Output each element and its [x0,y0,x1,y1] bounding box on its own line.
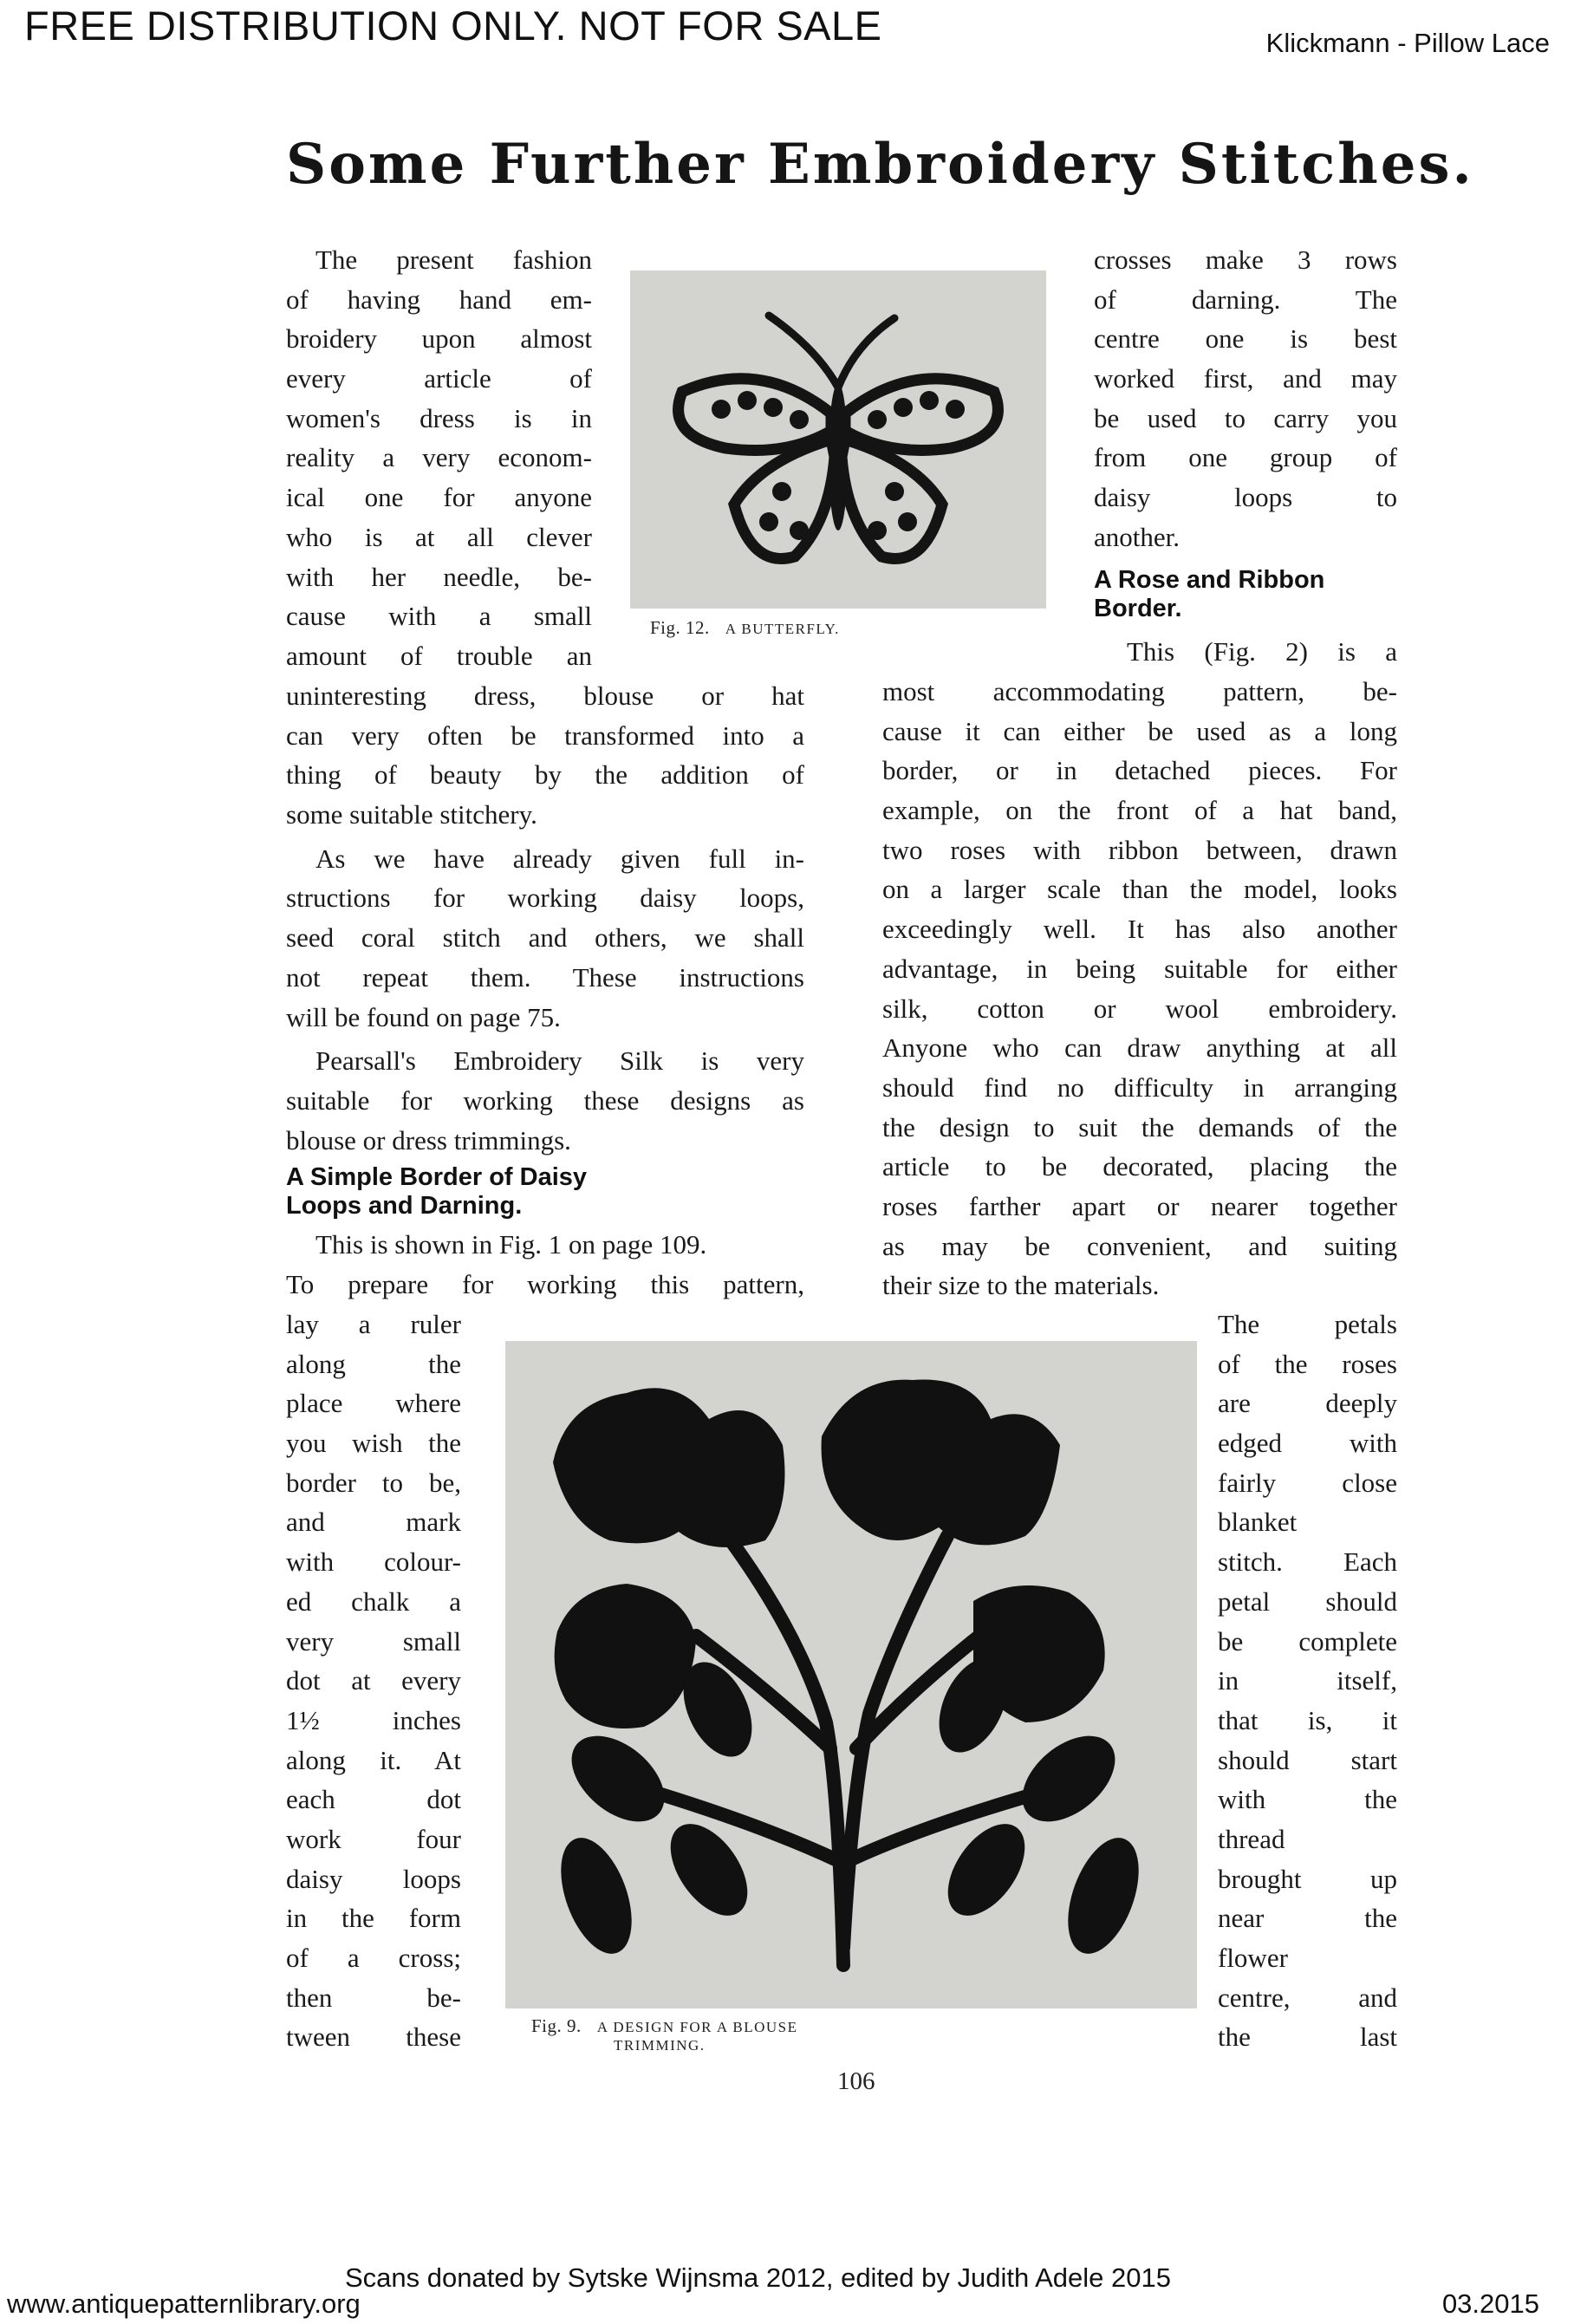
text-line: of a cross; [286,1943,461,1973]
text-line: another. [1094,521,1180,552]
figure-9-number: Fig. 9. [531,2015,582,2036]
text-line: daisy loops to [1094,482,1397,513]
text-line: ed chalk a [286,1585,461,1617]
text-line: cause it can either be used as a long [882,715,1397,746]
text-line: along the [286,1348,461,1379]
text-line: some suitable stitchery. [286,799,537,830]
text-line: The petals [1218,1309,1397,1339]
text-line: reality a very econom- [286,442,592,473]
heading-line: A Rose and Ribbon [1094,566,1325,594]
text-line: example, on the front of a hat band, [882,795,1397,826]
text-line: thing of beauty by the addition of [286,759,804,791]
right-main-text [882,672,1397,1305]
text-line: seed coral stitch and others, we shall [286,922,804,954]
page-number: 106 [837,2067,875,2095]
text-line: most accommodating pattern, be- [882,676,1397,706]
text-line: with the [1218,1784,1397,1815]
text-line: in the form [286,1903,461,1934]
text-line: silk, cotton or wool embroidery. [882,993,1397,1024]
text-line: the design to suit the demands of the [882,1111,1397,1142]
text-line: roses farther apart or nearer together [882,1190,1397,1221]
text-line: border, or in detached pieces. For [882,755,1397,786]
text-line: fairly close [1218,1467,1397,1498]
butterfly-figure [630,270,1046,609]
header-notice: FREE DISTRIBUTION ONLY. NOT FOR SALE [24,3,882,49]
figure-12-title: A BUTTERFLY. [725,621,840,637]
left-top-text [286,240,592,676]
footer-date: 03.2015 [1441,2288,1539,2319]
text-line: tween these [286,2021,461,2053]
heading-line: Border. [1094,595,1182,622]
text-line: centre one is best [1094,323,1397,355]
text-line: two roses with ribbon between, drawn [882,834,1397,865]
left-narrow-text [286,1305,461,2057]
right-top-text [1094,240,1397,557]
butterfly-illustration [630,270,1046,609]
text-line: 1½ inches [286,1704,461,1735]
text-line: petal should [1218,1585,1397,1617]
text-line: Anyone who can draw anything at all [882,1032,1397,1064]
footer-credit: Scans donated by Sytske Wijnsma 2012, edited by Judith Adele 2015 [345,2262,1171,2293]
text-line: blanket [1218,1507,1298,1538]
text-line: of darning. The [1094,283,1397,315]
text-line: every article of [286,363,592,394]
text-line: amount of trouble an [286,640,592,671]
text-line: of having hand em- [286,283,592,315]
text-line: border to be, [286,1467,461,1498]
text-line: should find no difficulty in arranging [882,1071,1397,1103]
text-line: women's dress is in [286,402,592,433]
text-line: in itself, [1218,1665,1397,1696]
section-heading-daisy-border [286,1163,587,1221]
text-line: To prepare for working this pattern, [286,1268,804,1299]
text-line: ical one for anyone [286,482,592,513]
text-line: should start [1218,1744,1397,1775]
text-line: work four [286,1823,461,1854]
blouse-trimming-illustration [505,1341,1197,2008]
text-line: uninteresting dress, blouse or hat [286,680,804,711]
text-line: and mark [286,1507,461,1538]
text-line: who is at all clever [286,521,592,552]
text-line: dot at every [286,1665,461,1696]
page-title: Some Further Embroidery Stitches. [286,132,1474,197]
text-line: very small [286,1625,461,1657]
heading-line: A Simple Border of Daisy [286,1163,588,1191]
left-main-text [286,676,804,1160]
text-line: cause with a small [286,601,592,632]
text-line: are deeply [1218,1388,1397,1419]
text-line: edged with [1218,1428,1397,1459]
text-line: not repeat them. These instructions [286,961,804,993]
text-line: as may be convenient, and suiting [882,1230,1397,1261]
text-line: from one group of [1094,442,1397,473]
text-line: exceedingly well. It has also another [882,914,1397,945]
right-first-line [1127,632,1397,672]
heading-line: Loops and Darning. [286,1192,523,1220]
text-line: lay a ruler [286,1309,461,1339]
text-line: article to be decorated, placing the [882,1151,1397,1182]
text-line: on a larger scale than the model, looks [882,874,1397,905]
figure-9-title: A DESIGN FOR A BLOUSE [596,2019,798,2035]
text-line: structions for working daisy loops, [286,882,804,914]
text-line: blouse or dress trimmings. [286,1124,571,1155]
text-line: their size to the materials. [882,1270,1160,1301]
text-line: Pearsall's Embroidery Silk is very [315,1045,804,1077]
text-line: be used to carry you [1094,402,1397,433]
text-line: brought up [1218,1863,1397,1894]
text-line: The present fashion [315,244,592,275]
text-line: daisy loops [286,1863,461,1894]
text-line: crosses make 3 rows [1094,244,1397,275]
text-line: can very often be transformed into a [286,719,804,751]
figure-12-caption [650,617,840,639]
text-line: will be found on page 75. [286,1001,561,1032]
text-line: each dot [286,1784,461,1815]
text-line: then be- [286,1982,461,2013]
text-line: stitch. Each [1218,1546,1397,1578]
footer-website-link[interactable]: www.antiquepatternlibrary.org [7,2288,361,2319]
text-line: be complete [1218,1625,1397,1657]
text-line: flower [1218,1943,1288,1973]
text-line: This is shown in Fig. 1 on page 109. [315,1229,707,1260]
blouse-trimming-figure [505,1341,1197,2008]
header-source: Klickmann - Pillow Lace [1265,28,1550,58]
text-line: with her needle, be- [286,561,592,592]
text-line: broidery upon almost [286,323,592,355]
text-line: thread [1218,1823,1285,1854]
figure-9-title-cont: TRIMMING. [614,2037,706,2054]
text-line: This (Fig. 2) is a [1127,636,1397,667]
text-line: place where [286,1388,461,1419]
text-line: along it. At [286,1744,461,1775]
text-line: with colour- [286,1546,461,1578]
text-line: of the roses [1218,1348,1397,1379]
text-line: that is, it [1218,1704,1397,1735]
text-line: suitable for working these designs as [286,1084,804,1116]
text-line: near the [1218,1903,1397,1934]
left-after-heading-text [286,1225,804,1304]
text-line: worked first, and may [1094,363,1397,394]
text-line: centre, and [1218,1982,1397,2013]
figure-12-number: Fig. 12. [650,617,710,638]
text-line: you wish the [286,1428,461,1459]
text-line: advantage, in being suitable for either [882,953,1397,984]
section-heading-rose-border [1094,566,1324,623]
text-line: the last [1218,2021,1397,2053]
text-line: As we have already given full in- [315,843,804,874]
right-narrow-text [1218,1305,1397,2057]
figure-9-caption [531,2015,798,2054]
